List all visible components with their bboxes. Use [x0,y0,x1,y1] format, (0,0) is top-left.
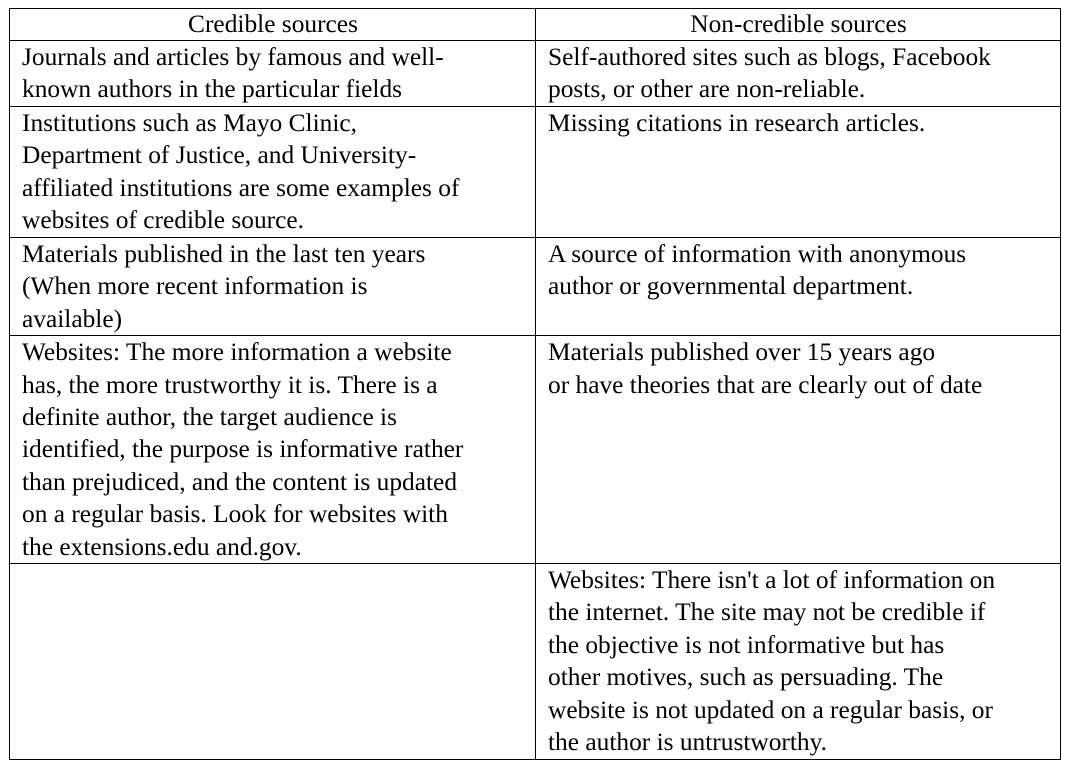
table-row [10,336,1061,564]
non-credible-cell [536,107,1061,238]
non-credible-cell [536,336,1061,564]
cell-text-line: definite author, the target audience is [22,403,397,432]
table-row [10,41,1061,107]
header-credible: Credible sources [10,9,536,41]
cell-text-line: has, the more trustworthy it is. There is a [22,370,438,399]
non-credible-cell [536,238,1061,336]
cell-text-line: Materials published over 15 years ago [548,338,936,367]
header-non-credible: Non-credible sources [536,9,1061,41]
cell-text-line: known authors in the particular fields [22,75,403,104]
cell-text-line: Department of Justice, and University- [22,141,417,170]
cell-text-line: affiliated institutions are some examples of [22,173,460,202]
cell-text-line: A source of information with anonymous [548,240,967,268]
credible-cell [10,336,536,564]
credible-cell [10,41,536,107]
cell-text-line: on a regular basis. Look for websites with [22,500,448,529]
cell-text-line: available) [22,304,123,333]
cell-text-line: Missing citations in research articles. [548,109,926,137]
cell-text-line: the internet. The site may not be credible if [548,598,986,627]
cell-text-line: identified, the purpose is informative rather [22,435,464,464]
non-credible-cell [536,41,1061,107]
cell-text-line: the extensions.edu and.gov. [22,532,302,561]
cell-text-line: Materials published in the last ten years [22,240,426,268]
sources-table [9,8,1061,760]
cell-text-line: or have theories that are clearly out of date [548,370,983,399]
cell-text-line: the objective is not informative but has [548,630,945,659]
cell-text-line: Self-authored sites such as blogs, Facebook [548,43,991,71]
cell-text-line: website is not updated on a regular basis, or [548,695,993,724]
credible-cell [10,238,536,336]
table-row [10,238,1061,336]
cell-text-line: author or governmental department. [548,272,914,301]
cell-text-line: Journals and articles by famous and well- [22,43,444,71]
credible-cell-empty [10,564,536,759]
cell-text-line: other motives, such as persuading. The [548,663,944,692]
cell-text-line: Websites: There isn't a lot of information on [548,566,996,595]
non-credible-cell [536,564,1061,759]
table-row [10,107,1061,238]
cell-text-line: (When more recent information is [22,272,368,301]
header-row [10,9,1061,41]
cell-text-line: websites of credible source. [22,206,305,235]
cell-text-line: than prejudiced, and the content is updated [22,467,458,496]
table-row [10,564,1061,759]
credible-cell [10,107,536,238]
cell-text-line: posts, or other are non-reliable. [548,75,866,104]
cell-text-line: the author is untrustworthy. [548,728,828,757]
cell-text-line: Institutions such as Mayo Clinic, [22,109,358,137]
cell-text-line: Websites: The more information a website [22,338,452,367]
